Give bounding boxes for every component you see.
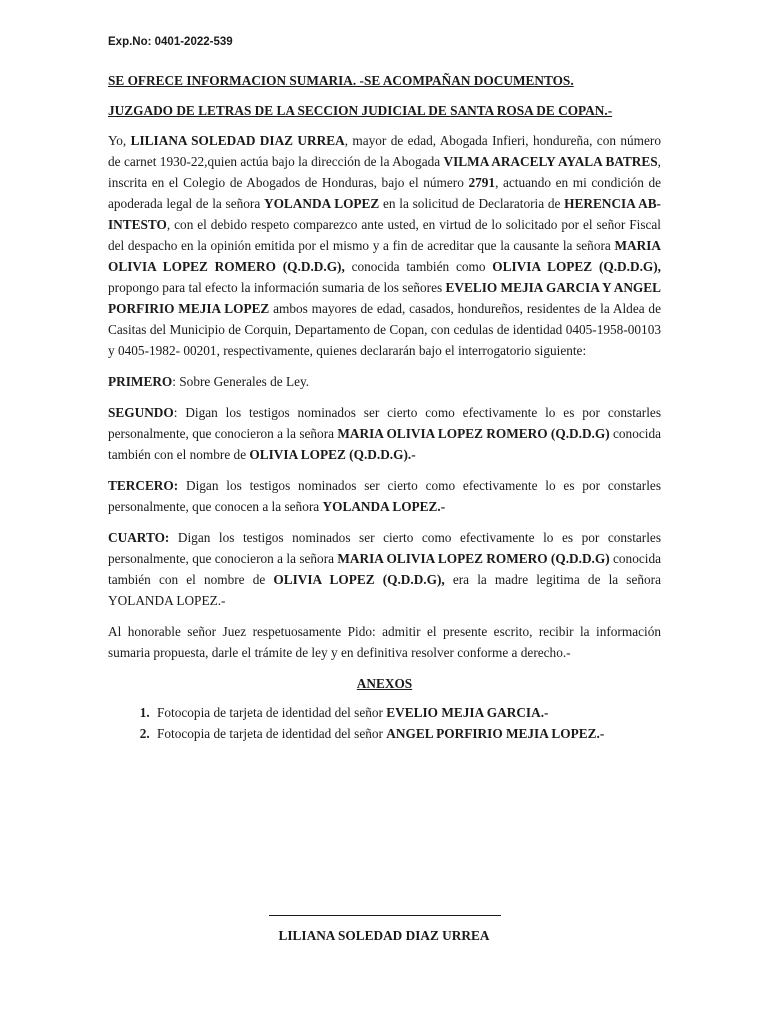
anexos-list bbox=[108, 702, 661, 744]
causante-name: MARIA OLIVIA LOPEZ ROMERO (Q.D.D.G), bbox=[108, 238, 661, 274]
document-body bbox=[108, 70, 661, 744]
document-title: SE OFRECE INFORMACION SUMARIA. -SE ACOMPAÑAN DOCUMENTOS. bbox=[108, 73, 574, 88]
causante-alias: OLIVIA LOPEZ (Q.D.D.G), bbox=[492, 259, 661, 274]
closing-paragraph: Al honorable señor Juez respetuosamente Pido: admitir el presente escrito, recibir la información sumaria propuesta, darle el trámite de ley y en definitiva resolver conforme a derecho.- bbox=[108, 624, 661, 660]
anexos-heading: ANEXOS bbox=[356, 676, 413, 691]
segundo-paragraph: SEGUNDO: Digan los testigos nominados ser cierto como efectivamente lo es por constarles personalmente, que conocieron a la señora MARIA OLIVIA LOPEZ ROMERO (Q.D.D.G) conocida también con el nombre de OLIVIA LOPEZ (Q.D.D.G).- bbox=[108, 405, 661, 462]
intro-paragraph: Yo, LILIANA SOLEDAD DIAZ URREA, mayor de edad, Abogada Infieri, hondureña, con número de carnet 1930-22,quien actúa bajo la dirección de la Abogada VILMA ARACELY AYALA BATRES, inscrita en el Colegio de Abogados de Honduras, bajo el número 2791, actuando en mi condición de apoderada legal de la señora YOLANDA LOPEZ en la solicitud de Declaratoria de HERENCIA AB-INTESTO, con el debido respeto comparezco ante usted, en virtud de lo solicitado por el señor Fiscal del despacho en la opinión emitida por el mismo y a fin de acreditar que la causante la señora MARIA OLIVIA LOPEZ ROMERO (Q.D.D.G), conocida también como OLIVIA LOPEZ (Q.D.D.G), propongo para tal efecto la información sumaria de los señores EVELIO MEJIA GARCIA Y ANGEL PORFIRIO MEJIA LOPEZ ambos mayores de edad, casados, hondureños, residentes de la Aldea de Casitas del Municipio de Corquin, Departamento de Copan, con cedulas de identidad 0405-1958-00103 y 0405-1982- 00201, respectivamente, quienes declararán bajo el interrogatorio siguiente: bbox=[108, 133, 662, 358]
cuarto-paragraph: CUARTO: Digan los testigos nominados ser cierto como efectivamente lo es por constarles personalmente, que conocieron a la señora MARIA OLIVIA LOPEZ ROMERO (Q.D.D.G) conocida también con el nombre de OLIVIA LOPEZ (Q.D.D.G), era la madre legitima de la señora YOLANDA LOPEZ.- bbox=[108, 530, 661, 608]
applicant-name: LILIANA SOLEDAD DIAZ URREA bbox=[130, 133, 345, 148]
primero-paragraph: PRIMERO: Sobre Generales de Ley. bbox=[108, 374, 310, 389]
court-heading: JUZGADO DE LETRAS DE LA SECCION JUDICIAL DE SANTA ROSA DE COPAN.- bbox=[108, 103, 613, 118]
witnesses-names: EVELIO MEJIA GARCIA Y ANGEL PORFIRIO MEJIA LOPEZ bbox=[108, 280, 662, 316]
list-item: 1. Fotocopia de tarjeta de identidad del señor EVELIO MEJIA GARCIA.- bbox=[153, 702, 661, 723]
client-name: YOLANDA LOPEZ bbox=[263, 196, 380, 211]
case-number: Exp.No: 0401-2022-539 bbox=[108, 36, 233, 48]
tercero-paragraph: TERCERO: Digan los testigos nominados ser cierto como efectivamente lo es por constarles personalmente, que conocen a la señora YOLANDA LOPEZ.- bbox=[108, 478, 661, 514]
signature-line bbox=[269, 915, 501, 916]
bar-number: 2791 bbox=[468, 175, 496, 190]
list-item: 2. Fotocopia de tarjeta de identidad del señor ANGEL PORFIRIO MEJIA LOPEZ.- bbox=[153, 723, 661, 744]
herencia-label: HERENCIA AB-INTESTO bbox=[108, 196, 661, 232]
signature-name: LILIANA SOLEDAD DIAZ URREA bbox=[278, 928, 490, 943]
attorney-name: VILMA ARACELY AYALA BATRES bbox=[443, 154, 658, 169]
